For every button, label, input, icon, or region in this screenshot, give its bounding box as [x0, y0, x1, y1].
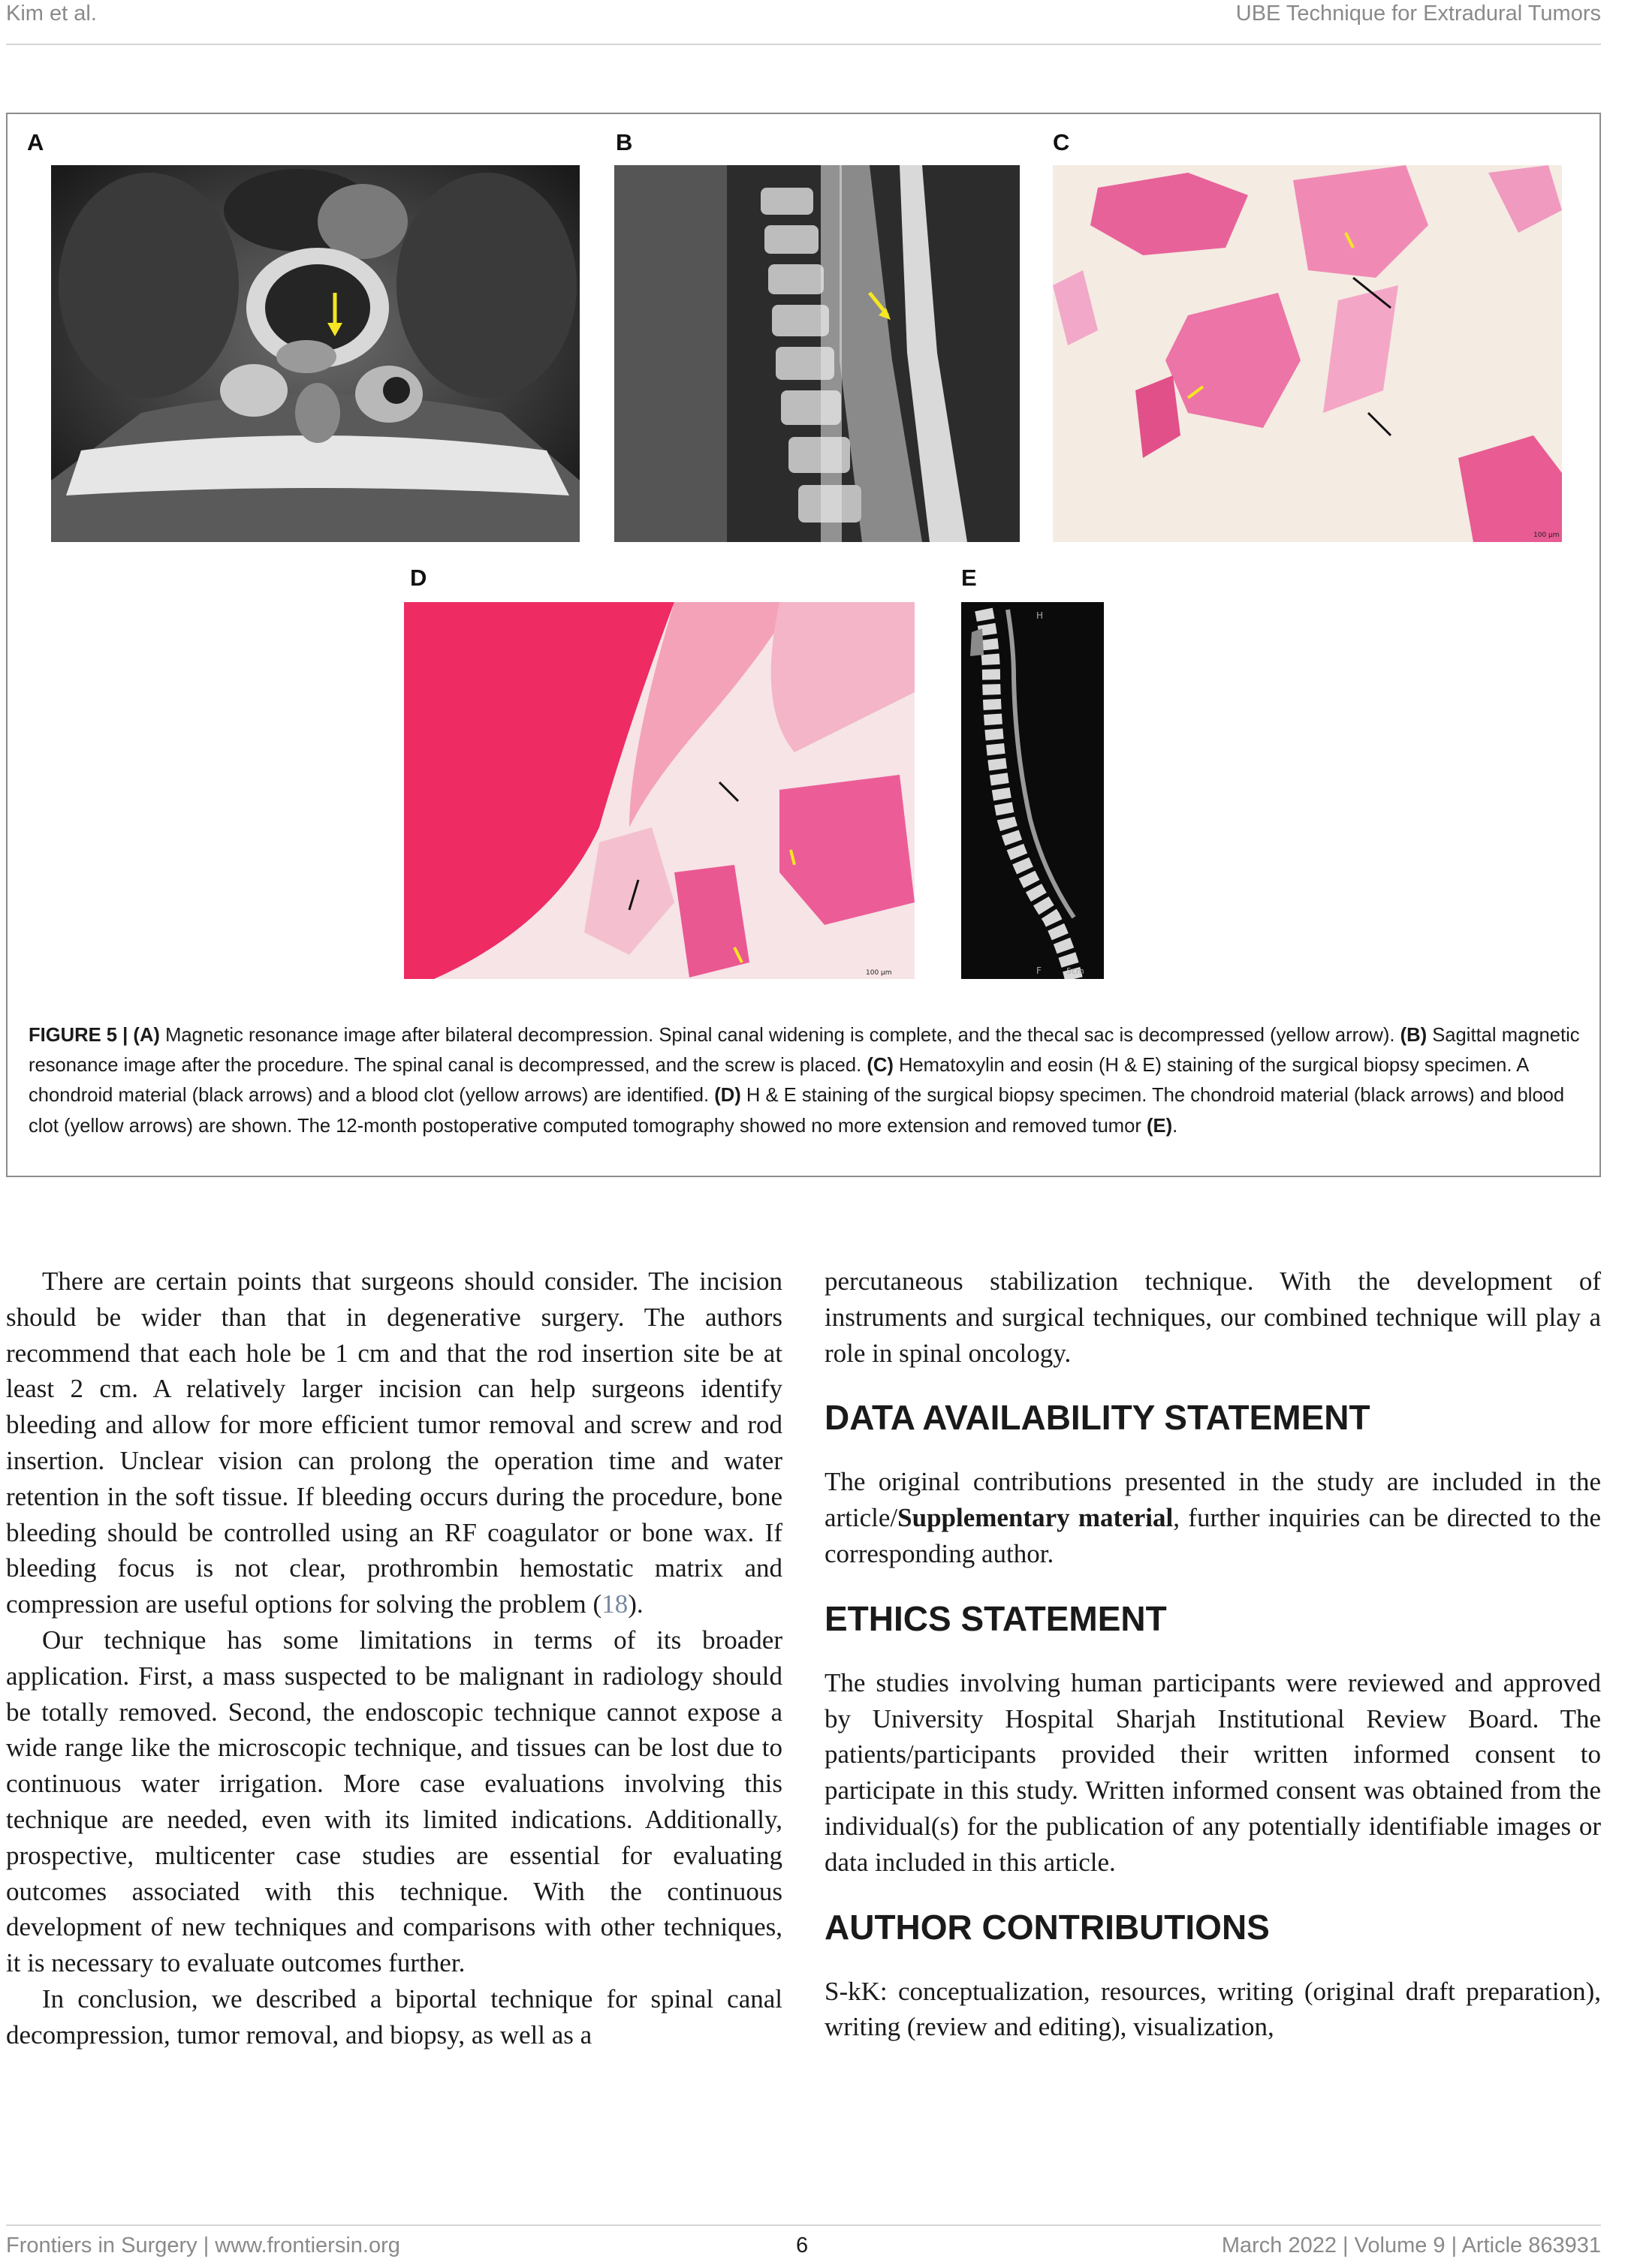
- header-rule: [6, 44, 1601, 45]
- paragraph-author-contributions: S-kK: conceptualization, resources, writing (original draft preparation), writing (review and editing), visualization,: [825, 1976, 1601, 2042]
- panel-a-axial-mri: [51, 165, 580, 542]
- caption-a-tag: (A): [133, 1025, 160, 1046]
- paragraph-data-availability: [825, 1464, 1601, 1571]
- footer-rule: [6, 2224, 1601, 2226]
- footer-issue: March 2022 | Volume 9 | Article 863931: [1221, 2233, 1601, 2257]
- caption-c-text: Hematoxylin and eosin (H & E) staining of the surgical biopsy specimen. A chondroid material (black arrows) and a blood clot (yellow arrows) are identified.: [29, 1055, 1528, 1107]
- left-column: [6, 1264, 782, 2053]
- axial-mri-image: [51, 165, 580, 542]
- citation-link-18[interactable]: 18: [601, 1589, 629, 1619]
- panel-d-he-stain: [404, 602, 915, 979]
- panel-c-he-stain: [1053, 165, 1562, 542]
- paragraph-text: , further inquiries can be directed to the corresponding author.: [825, 1503, 1601, 1568]
- heading-data-availability: DATA AVAILABILITY STATEMENT: [825, 1398, 1370, 1438]
- paragraph-conclusion-cont: percutaneous stabilization technique. With the development of instruments and surgical techniques, our combined technique will play a role in spinal oncology.: [825, 1267, 1601, 1368]
- heading-ethics: ETHICS STATEMENT: [825, 1598, 1167, 1638]
- ct-scale-label: 5cm: [1066, 966, 1084, 976]
- caption-d-text: H & E staining of the surgical biopsy specimen. The chondroid material (black arrows) and blood clot (yellow arrows) are shown. The 12-month postoperative computed tomography showed no more extension and removed tumor: [29, 1085, 1565, 1137]
- sagittal-mri-image: [614, 165, 1020, 542]
- figure-5: [6, 113, 1601, 1177]
- caption-label: FIGURE 5 |: [29, 1025, 134, 1046]
- paragraph-text: The original contributions presented in the study are included in the article/: [825, 1467, 1601, 1533]
- caption-d-tag: (D): [714, 1085, 741, 1107]
- ct-image: [961, 602, 1104, 979]
- header-authors: Kim et al.: [6, 2, 97, 26]
- supplementary-material-link[interactable]: Supplementary material: [897, 1503, 1174, 1533]
- ct-orientation-top: H: [1036, 610, 1044, 621]
- caption-c-tag: (C): [867, 1055, 894, 1077]
- scale-bar-c: 100 μm: [1533, 532, 1560, 539]
- running-header: [0, 0, 1625, 45]
- caption-a-text: Magnetic resonance image after bilateral decompression. Spinal canal widening is complete, and the thecal sac is decompressed (yellow arrow).: [159, 1025, 1400, 1046]
- paragraph-ethics: The studies involving human participants were reviewed and approved by University Hospital Sharjah Institutional Review Board. The patients/participants provided their written informed consent to participate in this study. Written informed consent was obtained from the individual(s) for the publication of any potentially identifiable images or data included in this article.: [825, 1667, 1601, 1877]
- scale-bar-d: 100 μm: [866, 969, 892, 977]
- panel-label-a: A: [27, 129, 44, 155]
- panel-label-e: E: [961, 565, 977, 591]
- caption-e-tag: (E): [1147, 1115, 1173, 1137]
- figure-caption: [29, 1020, 1583, 1141]
- caption-e-end: .: [1172, 1115, 1178, 1137]
- footer-journal: Frontiers in Surgery | www.frontiersin.org: [6, 2233, 400, 2257]
- header-short-title: UBE Technique for Extradural Tumors: [1235, 2, 1601, 26]
- paragraph-text: There are certain points that surgeons should consider. The incision should be wider than that in degenerative surgery. The authors recommend that each hole be 1 cm and that the rod insertion site be at least 2 cm. A relatively larger incision can help surgeons identify bleeding and allow for more efficient tumor removal and screw and rod insertion. Unclear vision can prolong the operation time and water retention in the soft tissue. If bleeding occurs during the procedure, bone bleeding should be controlled using an RF coagulator or bone wax. If bleeding focus is not clear, prothrombin hemostatic matrix and compression are useful options for solving the problem (: [6, 1267, 782, 1619]
- panel-label-d: D: [410, 565, 427, 591]
- panel-b-sagittal-mri: [614, 165, 1020, 542]
- paragraph-surgical-points: [6, 1264, 782, 1622]
- paragraph-conclusion: In conclusion, we described a biportal technique for spinal canal decompression, tumor removal, and biopsy, as well as a: [6, 1983, 782, 2050]
- ct-orientation-bottom: F: [1036, 965, 1042, 976]
- panel-label-b: B: [616, 129, 633, 155]
- paragraph-text: ).: [628, 1589, 644, 1619]
- paragraph-limitations: Our technique has some limitations in terms of its broader application. First, a mass suspected to be malignant in radiology should be totally removed. Second, the endoscopic technique cannot expose a wide range like the microscopic technique, and tissues can be lost due to continuous water irrigation. More case evaluations involving this technique are needed, even with its limited indications. Additionally, prospective, multicenter case studies are essential for evaluating outcomes associated with this technique. With the continuous development of new techniques and comparisons with other techniques, it is necessary to evaluate outcomes further.: [6, 1625, 782, 1978]
- caption-b-tag: (B): [1400, 1025, 1428, 1046]
- he-stain-image-c: [1053, 165, 1562, 542]
- page-number: 6: [796, 2233, 809, 2257]
- heading-author-contributions: AUTHOR CONTRIBUTIONS: [825, 1907, 1270, 1947]
- panel-e-ct-sagittal: [961, 602, 1104, 979]
- right-column: [825, 1264, 1601, 2045]
- panel-label-c: C: [1053, 129, 1070, 155]
- he-stain-image-d: [404, 602, 915, 979]
- caption-b-text: Sagittal magnetic resonance image after the procedure. The spinal canal is decompressed, and the screw is placed.: [29, 1025, 1580, 1077]
